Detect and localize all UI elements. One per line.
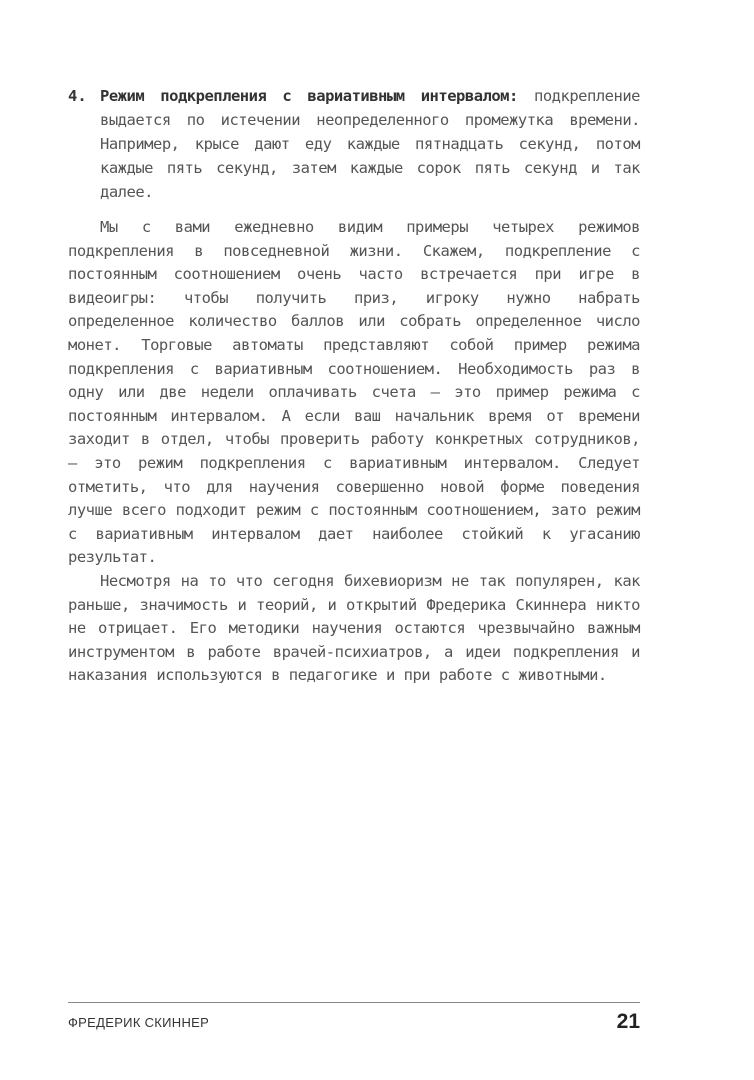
list-number: 4. bbox=[68, 87, 87, 105]
list-item-text: подкрепление выдается по истечении неопределенного промежутка времени. Например, крысе дают еду каждые пятнадцать секунд, потом каждые пять секунд, затем каждые сорок пять секунд и так далее. bbox=[100, 87, 640, 201]
paragraph: Несмотря на то что сегодня бихевиоризм не так популярен, как раньше, значимость и теорий, и открытий Фредерика Скиннера никто не отрицает. Его методики научения остаются чрезвычайно важным инструментом в работе врачей-психиатров, а идеи подкрепления и наказания используются в педагогике и при работе с животными. bbox=[68, 571, 640, 685]
running-footer-title: ФРЕДЕРИК СКИННЕР bbox=[68, 1015, 210, 1030]
list-item-body bbox=[100, 84, 640, 204]
paragraph: Мы с вами ежедневно видим примеры четырех режимов подкрепления в повседневной жизни. Скажем, подкрепление с постоянным соотношением очень часто встречается при игре в видеоигры: чтобы получить приз, игроку нужно набрать определенное количество баллов или собрать определенное число монет. Торговые автоматы представляют собой пример режима подкрепления с вариативным соотношением. Необходимость раз в одну или две недели оплачивать счета – это пример режима с постоянным интервалом. А если ваш начальник время от времени заходит в отдел, чтобы проверить работу конкретных сотрудников, – это режим подкрепления с вариативным интервалом. Следует отметить, что для научения совершенно новой форме поведения лучше всего подходит режим с постоянным соотношением, зато режим с вариативным интервалом дает наиболее стойкий к угасанию результат. bbox=[68, 218, 640, 567]
page-number: 21 bbox=[616, 1010, 640, 1033]
list-item-term: Режим подкрепления с вариативным интервалом: bbox=[100, 87, 518, 105]
body-text bbox=[68, 216, 640, 688]
footer-divider bbox=[68, 1002, 640, 1003]
